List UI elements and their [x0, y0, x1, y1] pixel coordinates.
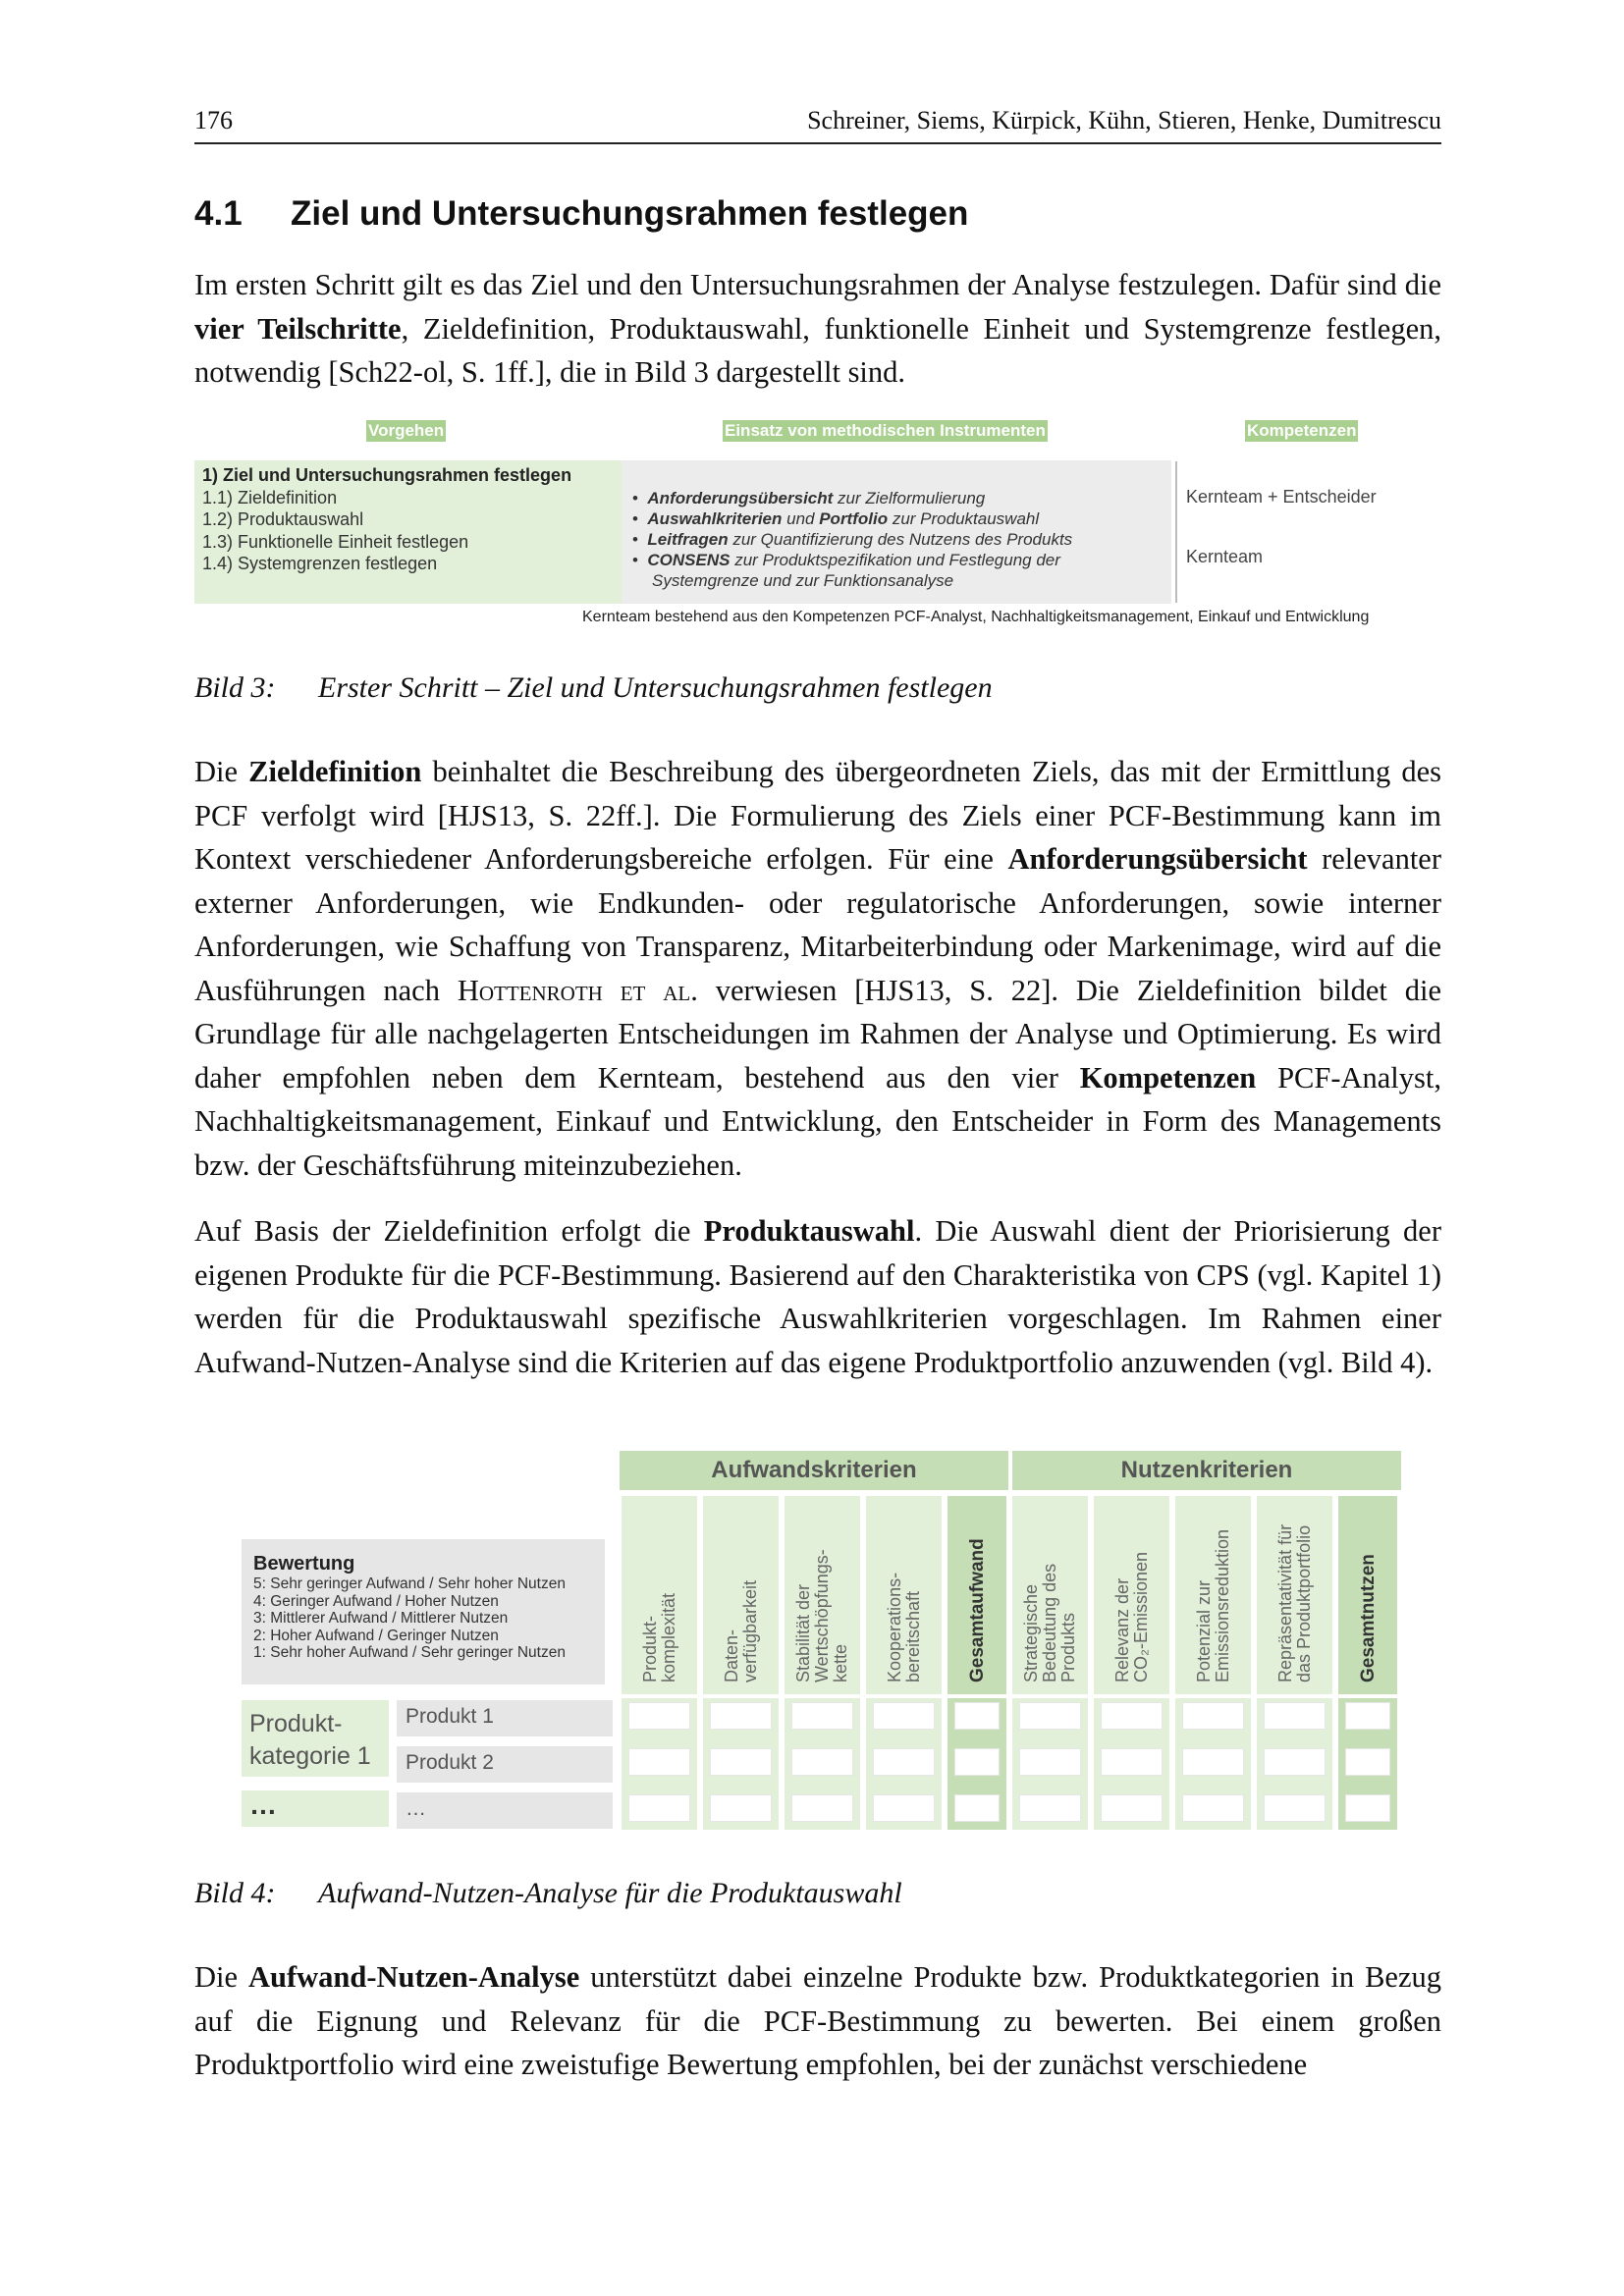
score-cell[interactable]	[1019, 1794, 1081, 1822]
score-cell[interactable]	[1345, 1702, 1390, 1730]
score-cell[interactable]	[873, 1748, 935, 1776]
fig3-divider	[1175, 461, 1177, 603]
figure-caption-4	[194, 1877, 902, 1910]
score-cell[interactable]	[1019, 1702, 1081, 1730]
fig4-product-row-label: …	[397, 1792, 613, 1829]
score-cell[interactable]	[954, 1702, 1000, 1730]
section-title: Ziel und Untersuchungsrahmen festlegen	[291, 194, 969, 233]
fig4-bewertung-line: 5: Sehr geringer Aufwand / Sehr hoher Nutzen	[253, 1575, 566, 1592]
score-cell[interactable]	[710, 1702, 772, 1730]
fig4-product-row-label: Produkt 2	[397, 1746, 613, 1783]
fig4-cells-col	[1094, 1698, 1169, 1830]
fig4-cells-col-total	[947, 1698, 1006, 1830]
fig4-cells-col	[785, 1698, 860, 1830]
author-name: Hottenroth et al.	[457, 973, 698, 1007]
fig4-bewertung-line: 3: Mittlerer Aufwand / Mittlerer Nutzen	[253, 1610, 509, 1627]
fig3-step: 1.3) Funktionelle Einheit festlegen	[202, 531, 469, 552]
text-run: , Zieldefinition, Produktauswahl, funktionelle Einheit und Systemgrenze festlegen, notwendig [Sch22-ol, S. 1ff.], die in Bild 3 dargestellt sind.	[194, 311, 1441, 389]
score-cell[interactable]	[954, 1794, 1000, 1822]
fig4-col-nutzen-3: Potenzial zur Emissionsreduktion	[1175, 1496, 1251, 1694]
text-run: verwiesen [HJS13, S. 22]. Die Zieldefinition bildet die Grundlage für alle nachgelagerten Entscheidungen im Rahmen der Analyse und Optimierung. Es wird daher empfohlen neben dem Kernteam, bestehend aus den vier	[194, 973, 1441, 1095]
fig4-col-nutzen-1: Strategische Bedeutung des Produkts	[1012, 1496, 1088, 1694]
score-cell[interactable]	[1182, 1794, 1244, 1822]
running-header-authors: Schreiner, Siems, Kürpick, Kühn, Stieren, Henke, Dumitrescu	[807, 106, 1441, 134]
fig3-instrument: • Auswahlkriterien und Portfolio zur Produktauswahl	[632, 509, 1040, 528]
fig4-cells-col	[866, 1698, 942, 1830]
fig4-col-gesamtaufwand: Gesamtaufwand	[947, 1496, 1006, 1694]
fig4-bewertung-line: 1: Sehr hoher Aufwand / Sehr geringer Nutzen	[253, 1644, 566, 1661]
score-cell[interactable]	[710, 1794, 772, 1822]
fig4-col-aufwand-2: Daten- verfügbarkeit	[703, 1496, 779, 1694]
score-cell[interactable]	[1345, 1748, 1390, 1776]
fig4-bewertung-box	[242, 1539, 605, 1684]
section-number: 4.1	[194, 194, 243, 233]
fig4-cells-col	[1257, 1698, 1332, 1830]
score-cell[interactable]	[791, 1794, 853, 1822]
fig4-category-more: …	[242, 1790, 389, 1827]
fig4-bewertung-title: Bewertung	[253, 1553, 355, 1575]
text-run: Im ersten Schritt gilt es das Ziel und den Untersuchungsrahmen der Analyse festzulegen. Dafür sind die	[194, 268, 1441, 301]
score-cell[interactable]	[1264, 1702, 1326, 1730]
text-run: PCF-Analyst, Nachhaltigkeitsmanagement, Einkauf und Entwicklung, den Entscheider in Form des Managements bzw. der Geschäftsführung miteinzubeziehen.	[194, 1060, 1442, 1182]
score-cell[interactable]	[954, 1748, 1000, 1776]
paragraph-intro	[194, 263, 1441, 395]
score-cell[interactable]	[628, 1702, 690, 1730]
caption-label: Bild 4:	[194, 1877, 276, 1909]
fig4-product-row-label: Produkt 1	[397, 1700, 613, 1736]
text-run: Die	[194, 1960, 249, 1994]
score-cell[interactable]	[1182, 1702, 1244, 1730]
fig4-cells-col-total	[1338, 1698, 1397, 1830]
paragraph-produktauswahl	[194, 1209, 1441, 1384]
bold-term: Kompetenzen	[1079, 1060, 1257, 1095]
score-cell[interactable]	[1264, 1794, 1326, 1822]
fig3-footnote: Kernteam bestehend aus den Kompetenzen PCF-Analyst, Nachhaltigkeitsmanagement, Einkauf und Entwicklung	[582, 609, 1370, 625]
bold-term: Produktauswahl	[703, 1214, 915, 1248]
fig3-instrument: • Anforderungsübersicht zur Zielformulierung	[632, 489, 986, 507]
bold-term: Aufwand-Nutzen-Analyse	[248, 1960, 580, 1994]
fig3-instrument: • CONSENS zur Produktspezifikation und Festlegung der	[632, 551, 1060, 569]
fig4-cells-col	[1012, 1698, 1088, 1830]
fig3-instruments	[632, 488, 1167, 591]
fig4-cells-col	[622, 1698, 697, 1830]
score-cell[interactable]	[791, 1702, 853, 1730]
caption-text: Erster Schritt – Ziel und Untersuchungsrahmen festlegen	[318, 671, 993, 704]
fig4-product-category: Produkt- kategorie 1	[242, 1700, 389, 1777]
score-cell[interactable]	[1019, 1748, 1081, 1776]
fig4-col-gesamtnutzen: Gesamtnutzen	[1338, 1496, 1397, 1694]
fig4-col-aufwand-1: Produkt- komplexität	[622, 1496, 697, 1694]
figure-caption-3	[194, 671, 993, 705]
score-cell[interactable]	[1101, 1702, 1163, 1730]
caption-text: Aufwand-Nutzen-Analyse für die Produktauswahl	[318, 1877, 902, 1909]
fig4-col-nutzen-4: Repräsentativität für das Produktportfolio	[1257, 1496, 1332, 1694]
bold-term: vier Teilschritte	[194, 311, 402, 346]
fig3-instrument: • Leitfragen zur Quantifizierung des Nutzens des Produkts	[632, 530, 1073, 549]
fig3-instrument-cont: Systemgrenze und zur Funktionsanalyse	[652, 571, 954, 590]
paragraph-aufwand-nutzen	[194, 1955, 1441, 2087]
fig3-step: 1.1) Zieldefinition	[202, 487, 338, 507]
fig3-header-kompetenzen: Kompetenzen	[1247, 421, 1357, 440]
fig3-header-vorgehen: Vorgehen	[368, 421, 445, 440]
text-run: . Die Auswahl dient der Priorisierung der eigenen Produkte für die PCF-Bestimmung. Basierend auf den Charakteristika von CPS (vgl. Kapitel 1) werden für die Produktauswahl spezifische Auswahlkriterien vorgeschlagen. Im Rahmen einer Aufwand-Nutzen-Analyse sind die Kriterien auf das eigene Produktportfolio anzuwenden (vgl. Bild 4).	[194, 1214, 1441, 1379]
fig4-bewertung-line: 4: Geringer Aufwand / Hoher Nutzen	[253, 1592, 499, 1610]
text-run: beinhaltet die Beschreibung des übergeordneten Ziels, das mit der Ermittlung des PCF verfolgt wird [HJS13, S. 22ff.]. Die Formulierung des Ziels einer PCF-Bestimmung kann im Kontext verschiedener Anforderungsbereiche erfolgen. Für eine	[194, 755, 1441, 876]
fig3-header-instrumente: Einsatz von methodischen Instrumenten	[725, 421, 1046, 440]
fig4-col-aufwand-3: Stabilität der Wertschöpfungs- kette	[785, 1496, 860, 1694]
text-run: Die	[194, 755, 249, 788]
score-cell[interactable]	[1101, 1748, 1163, 1776]
bold-term: Anforderungsübersicht	[1007, 842, 1308, 876]
score-cell[interactable]	[628, 1794, 690, 1822]
text-run: Auf Basis der Zieldefinition erfolgt die	[194, 1214, 704, 1248]
score-cell[interactable]	[1101, 1794, 1163, 1822]
bold-term: Zieldefinition	[248, 755, 422, 788]
score-cell[interactable]	[1182, 1748, 1244, 1776]
header-rule	[194, 142, 1441, 144]
score-cell[interactable]	[873, 1702, 935, 1730]
fig4-col-aufwand-4: Kooperations- bereitschaft	[866, 1496, 942, 1694]
score-cell[interactable]	[710, 1748, 772, 1776]
fig4-bewertung-line: 2: Hoher Aufwand / Geringer Nutzen	[253, 1627, 499, 1644]
paragraph-zieldefinition	[194, 750, 1441, 1187]
score-cell[interactable]	[791, 1748, 853, 1776]
fig3-competence-1: Kernteam + Entscheider	[1186, 487, 1377, 507]
text-run: relevanter externer Anforderungen, wie Endkunden- oder regulatorische Anforderungen, sowie interner Anforderungen, wie Schaffung von Transparenz, Mitarbeiterbindung oder Markenimage, wird auf die Ausführungen nach	[194, 842, 1441, 1007]
fig4-header-aufwand: Aufwandskriterien	[620, 1451, 1008, 1490]
section-heading	[194, 194, 968, 234]
fig4-cells-col	[1175, 1698, 1251, 1830]
caption-label: Bild 3:	[194, 671, 276, 704]
fig3-steps	[202, 464, 615, 575]
fig3-competence-2: Kernteam	[1186, 547, 1264, 566]
fig4-col-nutzen-2: Relevanz der CO₂-Emissionen	[1094, 1496, 1169, 1694]
score-cell[interactable]	[628, 1748, 690, 1776]
fig3-step: 1.4) Systemgrenzen festlegen	[202, 554, 438, 573]
fig4-header-nutzen: Nutzenkriterien	[1012, 1451, 1401, 1490]
score-cell[interactable]	[1264, 1748, 1326, 1776]
page-number: 176	[194, 106, 233, 134]
fig3-steps-title: 1) Ziel und Untersuchungsrahmen festlegen	[202, 465, 572, 485]
text-run: unterstützt dabei einzelne Produkte bzw. Produktkategorien in Bezug auf die Eignung und Relevanz für die PCF-Bestimmung zu bewerten. Bei einem großen Produktportfolio wird eine zweistufige Bewertung empfohlen, bei der zunächst verschiedene	[194, 1960, 1441, 2081]
score-cell[interactable]	[1345, 1794, 1390, 1822]
score-cell[interactable]	[873, 1794, 935, 1822]
fig4-cells-col	[703, 1698, 779, 1830]
fig3-step: 1.2) Produktauswahl	[202, 509, 364, 529]
